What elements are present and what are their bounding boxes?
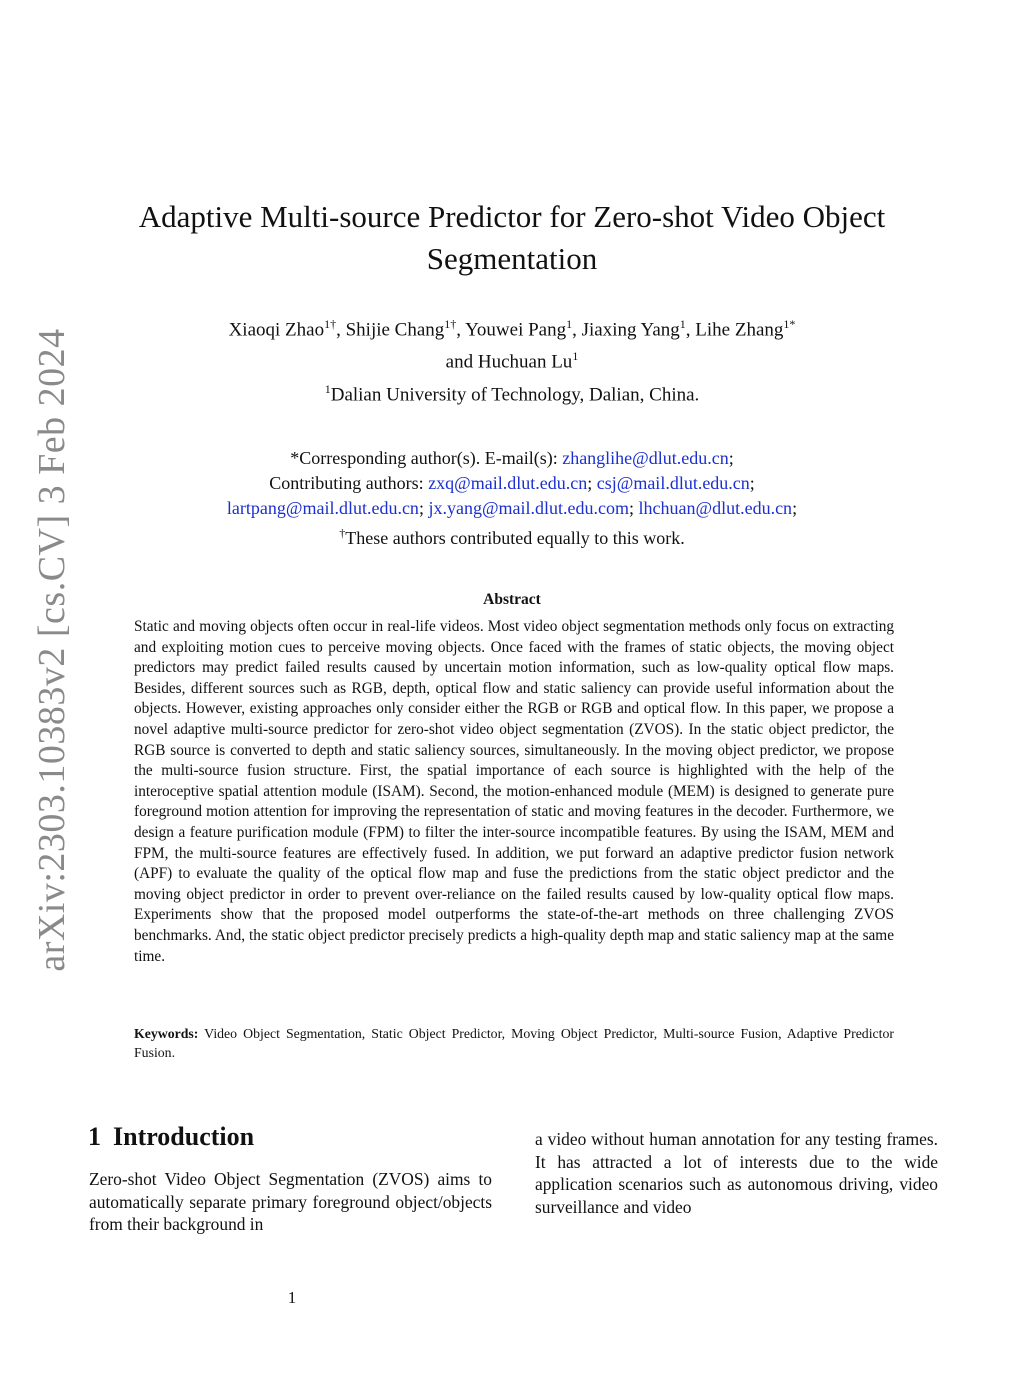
affiliation-mark: 1 [324,382,331,396]
contributing-authors-line-2 [110,496,914,521]
contributing-authors-line [110,471,914,496]
author-name: , Lihe Zhang [685,319,784,341]
author-name: Xiaoqi Zhao [228,319,325,341]
page-number: 1 [287,1288,297,1307]
affiliation [110,376,914,408]
title-line-2: Segmentation [426,241,598,276]
equal-contribution-text: These authors contributed equally to this work. [345,528,685,548]
separator: ; [749,473,755,493]
keywords-text: Video Object Segmentation, Static Object Predictor, Moving Object Predictor, Multi-source Fusion, Adaptive Predictor Fusion. [134,1026,894,1060]
author-affiliation-mark: 1† [444,317,457,331]
author-affiliation-mark: 1 [679,317,686,331]
separator: ; [587,473,593,493]
email-link[interactable]: lhchuan@dlut.edu.cn [638,498,793,518]
separator: ; [629,498,635,518]
contributing-label: Contributing authors: [269,473,429,493]
author-name: and Huchuan Lu [445,351,573,373]
email-link[interactable]: jx.yang@mail.dlut.edu.com [428,498,629,518]
email-link[interactable]: csj@mail.dlut.edu.cn [596,473,750,493]
separator: ; [792,498,798,518]
keywords [134,1024,894,1062]
author-affiliation-mark: 1† [324,317,337,331]
affiliation-text: Dalian University of Technology, Dalian, China. [330,384,700,406]
author-affiliation-mark: 1 [566,317,573,331]
author-name: , Shijie Chang [336,319,445,341]
author-list [110,311,914,376]
email-link[interactable]: zhanglihe@dlut.edu.cn [562,448,729,468]
section-title: Introduction [113,1122,255,1151]
contact-info [110,446,914,551]
author-affiliation-mark: 1* [783,317,796,331]
intro-right-column: a video without human annotation for any testing frames. It has attracted a lot of interests due to the wide application scenarios such as autonomous driving, video surveillance and video [535,1129,938,1217]
keywords-label: Keywords: [134,1026,199,1041]
abstract-heading: Abstract [483,591,541,608]
author-name: , Youwei Pang [456,319,567,341]
separator: ; [418,498,424,518]
author-affiliation-mark: 1 [572,349,579,364]
section-heading [88,1120,508,1154]
title-line-1: Adaptive Multi-source Predictor for Zero-shot Video Object [138,199,886,234]
section-number: 1 [88,1122,101,1151]
equal-contribution-note [110,521,914,551]
separator: ; [728,448,734,468]
dagger-mark: † [339,526,346,540]
email-link[interactable]: zxq@mail.dlut.edu.cn [428,473,588,493]
email-link[interactable]: lartpang@mail.dlut.edu.cn [226,498,419,518]
corresponding-author-line [110,446,914,471]
intro-left-column: Zero-shot Video Object Segmentation (ZVOS) aims to automatically separate primary foreground object/objects from their background in [89,1169,492,1234]
abstract-body: Static and moving objects often occur in real-life videos. Most video object segmentation methods only focus on extracting and exploiting motion cues to perceive moving objects. Once faced with the frames of static objects, the moving object predictors may predict failed results caused by uncertain motion information, such as low-quality optical flow maps. Besides, different sources such as RGB, depth, optical flow and static saliency can provide useful information about the objects. However, existing approaches only consider either the RGB or RGB and optical flow. In this paper, we propose a novel adaptive multi-source predictor for zero-shot video object segmentation (ZVOS). In the static object predictor, the RGB source is converted to depth and static saliency sources, simultaneously. In the moving object predictor, we propose the multi-source fusion structure. First, the spatial importance of each source is highlighted with the help of the interoceptive spatial attention module (ISAM). Second, the motion-enhanced module (MEM) is designed to generate pure foreground motion attention for improving the representation of static and moving features in the decoder. Furthermore, we design a feature purification module (FPM) to filter the inter-source incompatible features. By using the ISAM, MEM and FPM, the multi-source features are effectively fused. In addition, we put forward an adaptive predictor fusion network (APF) to evaluate the quality of the optical flow map and fuse the predictions from the static object predictor and the moving object predictor in order to prevent over-reliance on the failed results caused by low-quality optical flow maps. Experiments show that the proposed model outperforms the state-of-the-art methods on three challenging ZVOS benchmarks. And, the static object predictor precisely predicts a high-quality depth map and static saliency map at the same time. [134,618,894,965]
corresponding-label: *Corresponding author(s). E-mail(s): [290,448,563,468]
author-name: , Jiaxing Yang [572,319,680,341]
paper-title [100,196,924,280]
arxiv-identifier: arXiv:2303.10383v2 [cs.CV] 3 Feb 2024 [31,328,73,972]
